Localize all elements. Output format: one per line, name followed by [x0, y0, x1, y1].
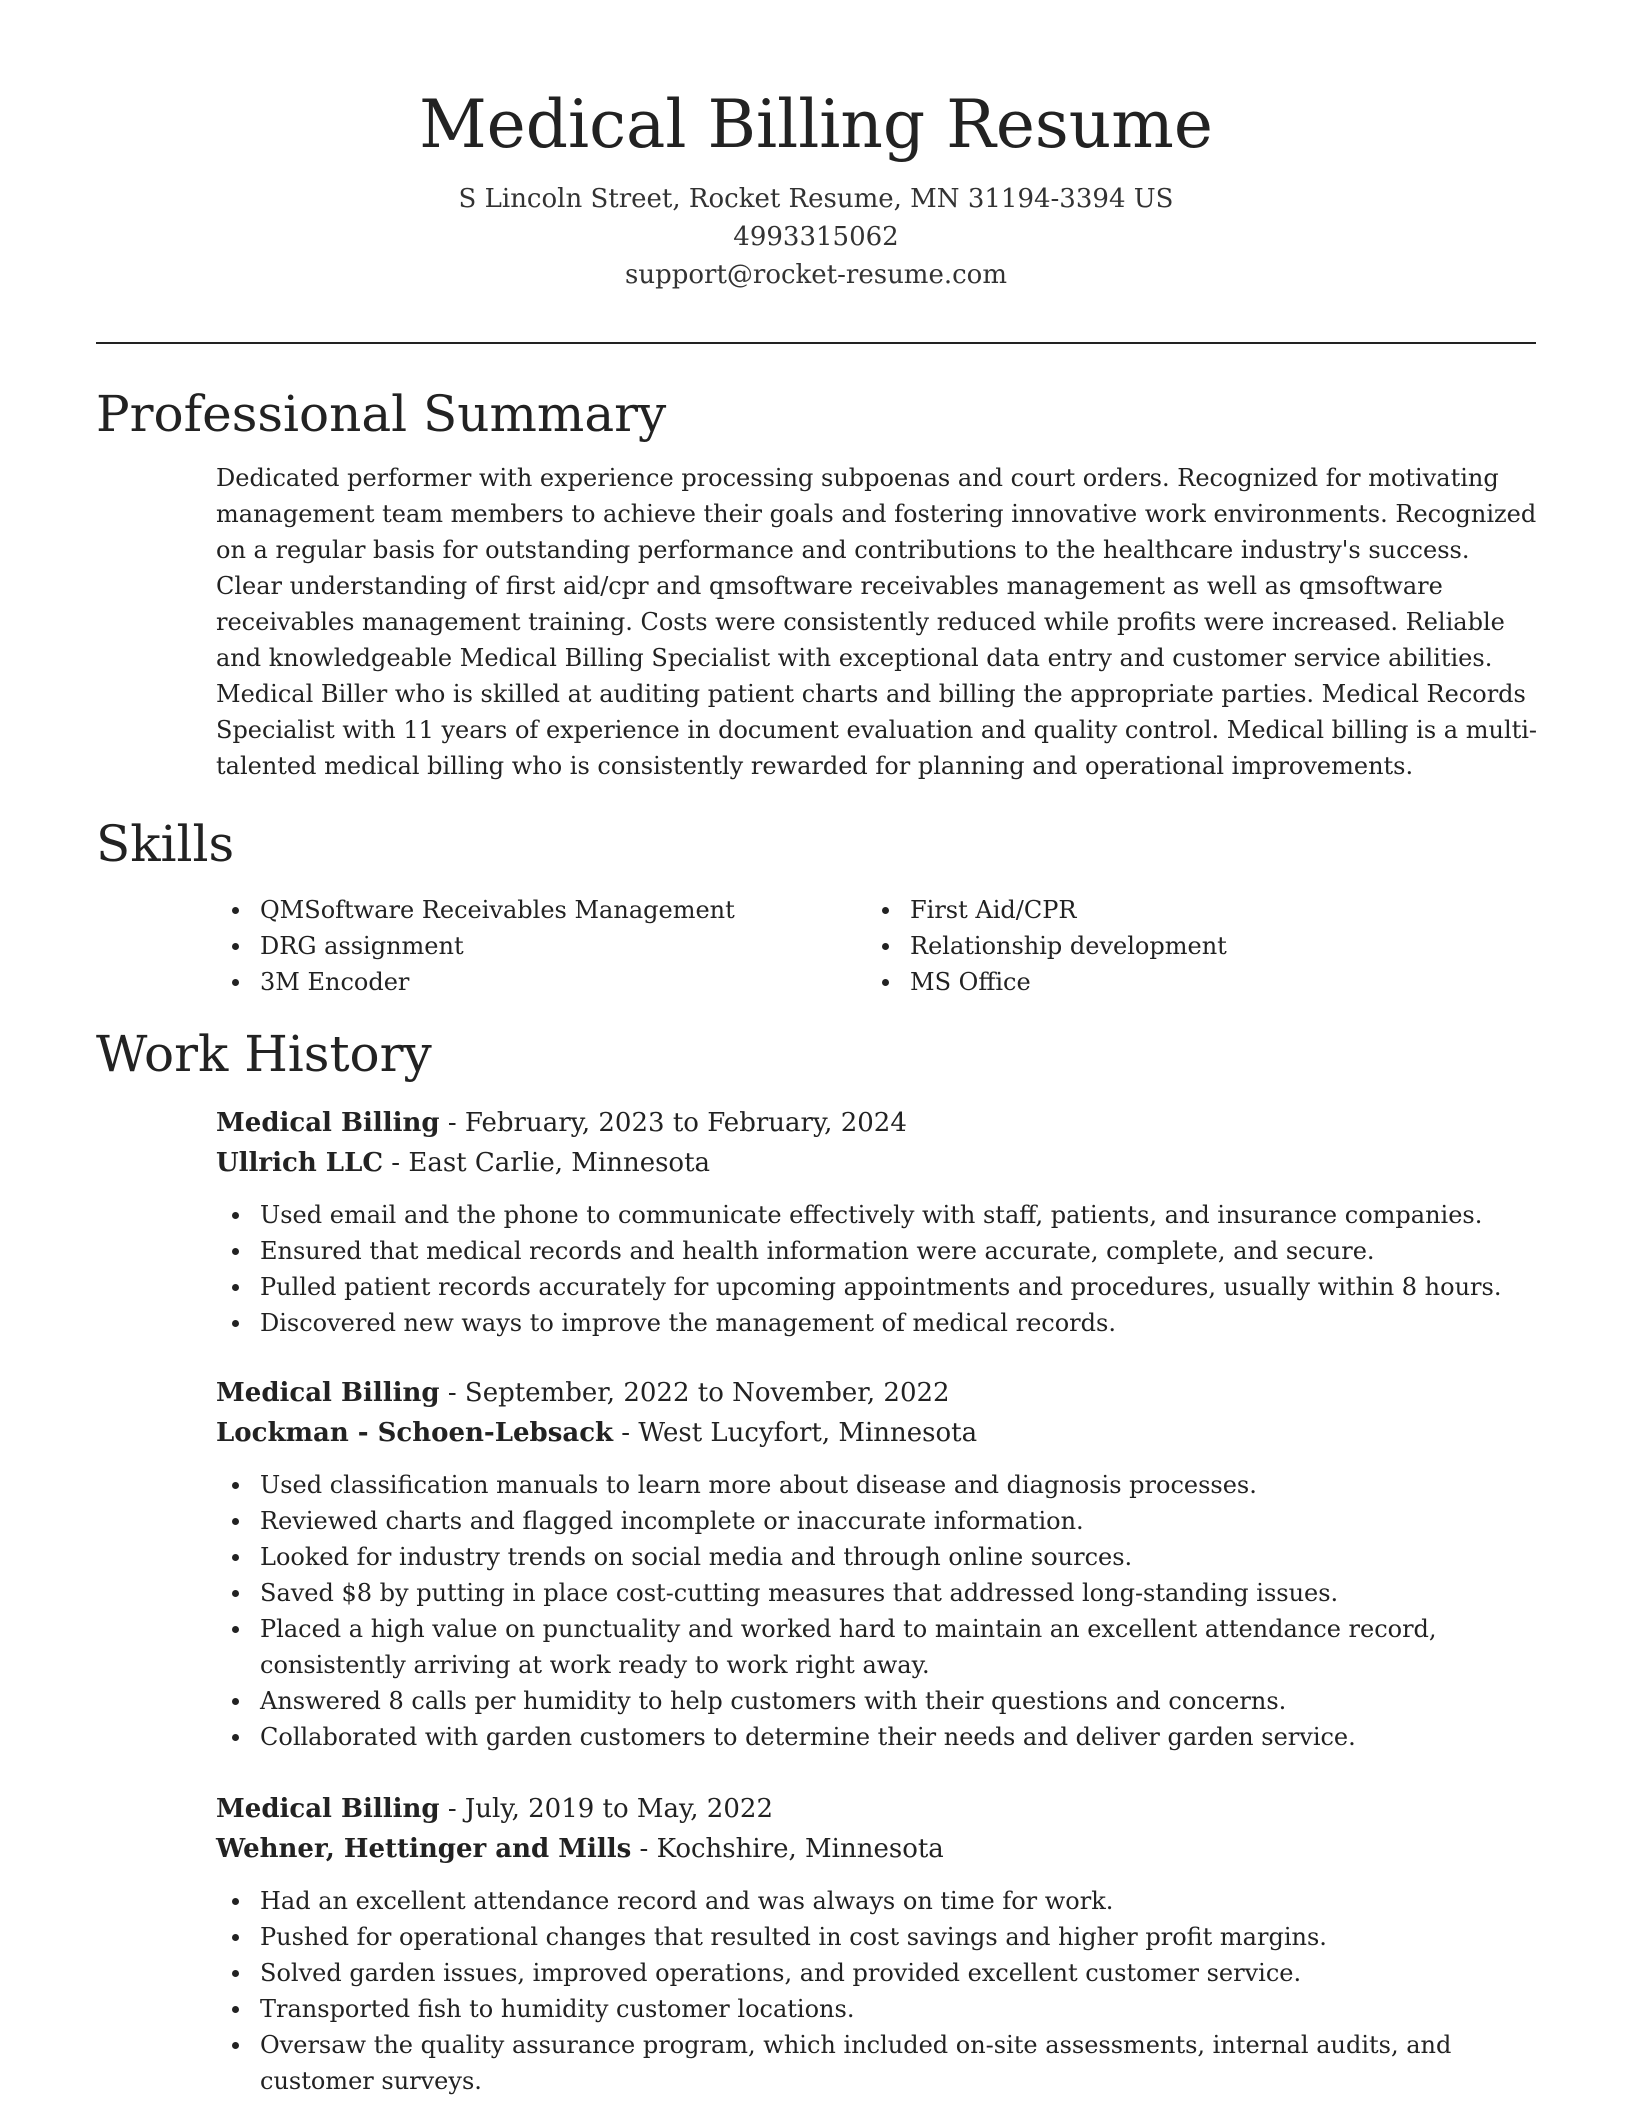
skills-column-left	[216, 892, 866, 1000]
job-title-line	[216, 1789, 1541, 1829]
job-bullet: Oversaw the quality assurance program, which included on-site assessments, internal audits, and customer surveys.	[216, 2027, 1541, 2099]
job-bullet: Placed a high value on punctuality and worked hard to maintain an excellent attendance record, consistently arriving at work ready to work right away.	[216, 1611, 1541, 1683]
job-company: Lockman - Schoen-Lebsack	[216, 1418, 614, 1448]
contact-address: S Lincoln Street, Rocket Resume, MN 31194-3394 US	[458, 184, 1174, 214]
job-entry	[216, 1103, 1541, 1341]
job-dates: - July, 2019 to May, 2022	[439, 1794, 773, 1824]
summary-text: Dedicated performer with experience processing subpoenas and court orders. Recognized for motivating management team members to achieve their goals and fostering innovative work environments. Recognized on a regular basis for outstanding performance and contributions to the healthcare industry's success. Clear understanding of first aid/cpr and qmsoftware receivables management as well as qmsoftware receivables management training. Costs were consistently reduced while profits were increased. Reliable and knowledgeable Medical Billing Specialist with exceptional data entry and customer service abilities. Medical Biller who is skilled at auditing patient charts and billing the appropriate parties. Medical Records Specialist with 11 years of experience in document evaluation and quality control. Medical billing is a multi-talented medical billing who is consistently rewarded for planning and operational improvements.	[216, 464, 1538, 780]
skills-list	[216, 892, 1541, 1000]
skill-item: QMSoftware Receivables Management	[216, 892, 866, 928]
job-bullet: Had an excellent attendance record and was always on time for work.	[216, 1883, 1541, 1919]
job-company: Ullrich LLC	[216, 1148, 384, 1178]
job-bullet: Looked for industry trends on social media and through online sources.	[216, 1539, 1541, 1575]
skill-item: 3M Encoder	[216, 964, 866, 1000]
job-title-line	[216, 1103, 1541, 1143]
job-bullet: Discovered new ways to improve the management of medical records.	[216, 1305, 1541, 1341]
skill-item: First Aid/CPR	[866, 892, 1516, 928]
job-position: Medical Billing	[216, 1378, 440, 1408]
job-company-line	[216, 1143, 1541, 1183]
job-bullets	[216, 1883, 1541, 2099]
job-bullet: Used email and the phone to communicate effectively with staff, patients, and insurance companies.	[216, 1197, 1541, 1233]
skills-column-right	[866, 892, 1516, 1000]
job-bullet: Pushed for operational changes that resulted in cost savings and higher profit margins.	[216, 1919, 1541, 1955]
job-location: - West Lucyfort, Minnesota	[613, 1418, 978, 1448]
skill-item: DRG assignment	[216, 928, 866, 964]
job-bullets	[216, 1197, 1541, 1341]
job-bullet: Ensured that medical records and health information were accurate, complete, and secure.	[216, 1233, 1541, 1269]
job-location: - Kochshire, Minnesota	[631, 1834, 944, 1864]
job-title-line	[216, 1373, 1541, 1413]
job-bullet: Collaborated with garden customers to determine their needs and deliver garden service.	[216, 1719, 1541, 1755]
job-position: Medical Billing	[216, 1108, 440, 1138]
contact-email: support@rocket-resume.com	[624, 260, 1007, 290]
job-bullet: Saved $8 by putting in place cost-cutting measures that addressed long-standing issues.	[216, 1575, 1541, 1611]
skill-item: Relationship development	[866, 928, 1516, 964]
job-bullet: Solved garden issues, improved operations, and provided excellent customer service.	[216, 1955, 1541, 1991]
resume-name: Medical Billing Resume	[419, 86, 1213, 163]
skills-heading: Skills	[96, 815, 235, 873]
header-divider	[96, 342, 1536, 344]
job-entry	[216, 1789, 1541, 2099]
summary-heading: Professional Summary	[96, 385, 667, 443]
job-bullet: Answered 8 calls per humidity to help customers with their questions and concerns.	[216, 1683, 1541, 1719]
resume-header	[0, 0, 1632, 294]
job-bullet: Used classification manuals to learn more about disease and diagnosis processes.	[216, 1467, 1541, 1503]
job-position: Medical Billing	[216, 1794, 440, 1824]
job-company: Wehner, Hettinger and Mills	[216, 1834, 632, 1864]
job-location: - East Carlie, Minnesota	[383, 1148, 711, 1178]
contact-phone: 4993315062	[733, 222, 899, 252]
contact-info	[0, 180, 1632, 294]
job-company-line	[216, 1829, 1541, 1869]
job-dates: - September, 2022 to November, 2022	[439, 1378, 950, 1408]
job-dates: - February, 2023 to February, 2024	[439, 1108, 907, 1138]
skill-item: MS Office	[866, 964, 1516, 1000]
job-company-line	[216, 1413, 1541, 1453]
job-bullet: Pulled patient records accurately for upcoming appointments and procedures, usually within 8 hours.	[216, 1269, 1541, 1305]
job-entry	[216, 1373, 1541, 1755]
job-bullet: Transported fish to humidity customer locations.	[216, 1991, 1541, 2027]
job-bullet: Reviewed charts and flagged incomplete or inaccurate information.	[216, 1503, 1541, 1539]
work-history-heading: Work History	[96, 1025, 432, 1083]
job-bullets	[216, 1467, 1541, 1755]
